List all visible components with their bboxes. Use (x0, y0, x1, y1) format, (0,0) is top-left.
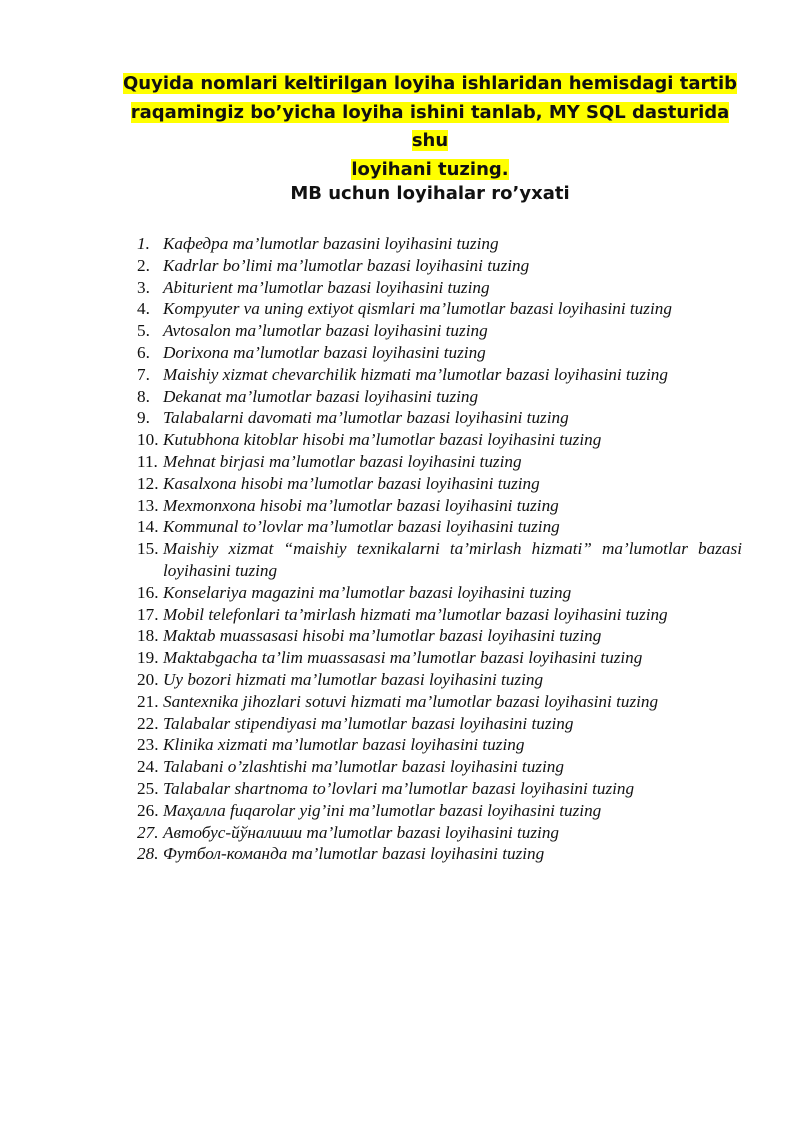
list-item-number: 12. (137, 473, 159, 493)
list-item-text: Kutubhona kitoblar hisobi ma’lumotlar bazasi loyihasini tuzing (163, 430, 602, 450)
list-item (137, 320, 742, 342)
list-item-number: 26. (137, 800, 159, 820)
list-item-text: Kompyuter va uning extiyot qismlari ma’lumotlar bazasi loyihasini tuzing (163, 299, 672, 319)
list-item (137, 277, 742, 299)
list-item (137, 516, 742, 538)
list-item-text: Santexnika jihozlari sotuvi hizmati ma’lumotlar bazasi loyihasini tuzing (163, 691, 659, 711)
list-item-number: 8. (137, 386, 150, 406)
list-item-number: 16. (137, 582, 159, 602)
list-item-text: Маҳалла fuqarolar yig’ini ma’lumotlar bazasi loyihasini tuzing (163, 800, 602, 820)
list-item-number: 25. (137, 778, 159, 798)
list-item (137, 756, 742, 778)
list-item-text: Kasalxona hisobi ma’lumotlar bazasi loyihasini tuzing (163, 473, 540, 493)
list-item (137, 713, 742, 735)
list-item-text: Автобус-йўналиши ma’lumotlar bazasi loyihasini tuzing (163, 822, 560, 842)
list-item (137, 669, 742, 691)
list-item (137, 822, 742, 844)
list-item-text: Футбол-команда ma’lumotlar bazasi loyihasini tuzing (163, 844, 545, 864)
list-item-number: 19. (137, 648, 159, 668)
list-item-text: Klinika xizmati ma’lumotlar bazasi loyihasini tuzing (163, 735, 525, 755)
list-item-number: 15. (137, 539, 159, 559)
list-item-text: Maktab muassasasi hisobi ma’lumotlar bazasi loyihasini tuzing (163, 626, 602, 646)
list-item (137, 538, 742, 582)
list-item (137, 429, 742, 451)
list-item (137, 386, 742, 408)
list-item-text: Dorixona ma’lumotlar bazasi loyihasini tuzing (163, 342, 486, 362)
list-item-text: Talabani o’zlashtishi ma’lumotlar bazasi loyihasini tuzing (163, 757, 564, 777)
list-title: MB uchun loyihalar ro’yxati (290, 183, 570, 204)
list-item-text: Avtosalon ma’lumotlar bazasi loyihasini tuzing (163, 321, 488, 341)
list-item-text: Mexmonxona hisobi ma’lumotlar bazasi loyihasini tuzing (163, 495, 559, 515)
list-item (137, 298, 742, 320)
list-item (137, 843, 742, 865)
list-item (137, 604, 742, 626)
list-item-text: Кафедра ma’lumotlar bazasini loyihasini tuzing (163, 234, 499, 253)
list-item-text: Maishiy xizmat “maishiy texnikalarni ta’mirlash hizmati” ma’lumotlar bazasi loyihasini tuzing (163, 539, 742, 580)
list-item-text: Kommunal to’lovlar ma’lumotlar bazasi loyihasini tuzing (163, 517, 560, 537)
list-item-number: 17. (137, 604, 159, 624)
list-item-number: 21. (137, 691, 159, 711)
list-item (137, 625, 742, 647)
list-item (137, 473, 742, 495)
list-item-text: Mobil telefonlari ta’mirlash hizmati ma’lumotlar bazasi loyihasini tuzing (163, 604, 668, 624)
list-item-number: 18. (137, 626, 159, 646)
list-item-number: 13. (137, 495, 159, 515)
heading-line-1: Quyida nomlari keltirilgan loyiha ishlaridan hemisdagi tartib (123, 73, 737, 94)
list-item-number: 5. (137, 321, 150, 341)
list-item (137, 495, 742, 517)
list-item-number: 10. (137, 430, 159, 450)
list-item (137, 255, 742, 277)
list-item (137, 451, 742, 473)
list-item-number: 20. (137, 669, 159, 689)
list-item-number: 1. (137, 234, 150, 253)
list-item-number: 4. (137, 299, 150, 319)
list-item-text: Maktabgacha ta’lim muassasasi ma’lumotlar bazasi loyihasini tuzing (163, 648, 643, 668)
list-item-text: Konselariya magazini ma’lumotlar bazasi loyihasini tuzing (163, 582, 572, 602)
list-item (137, 800, 742, 822)
list-item-number: 14. (137, 517, 159, 537)
project-list (137, 233, 742, 865)
page-heading (120, 70, 740, 184)
list-item-number: 7. (137, 364, 150, 384)
list-item-number: 23. (137, 735, 159, 755)
list-item (137, 582, 742, 604)
list-item-number: 11. (137, 451, 158, 471)
list-item-number: 3. (137, 277, 150, 297)
list-item-number: 6. (137, 342, 150, 362)
list-item-number: 24. (137, 757, 159, 777)
list-item-text: Dekanat ma’lumotlar bazasi loyihasini tuzing (163, 386, 479, 406)
list-item (137, 691, 742, 713)
list-item-text: Talabalar stipendiyasi ma’lumotlar bazasi loyihasini tuzing (163, 713, 574, 733)
list-item-text: Uy bozori hizmati ma’lumotlar bazasi loyihasini tuzing (163, 669, 544, 689)
list-item (137, 233, 742, 255)
list-item-number: 28. (137, 844, 159, 864)
list-item-number: 22. (137, 713, 159, 733)
heading-line-2: raqamingiz bo’yicha loyiha ishini tanlab, MY SQL dasturida shu (130, 101, 730, 151)
list-item-text: Mehnat birjasi ma’lumotlar bazasi loyihasini tuzing (163, 451, 522, 471)
list-item-number: 27. (137, 822, 159, 842)
heading-line-3: loyihani tuzing. (351, 158, 509, 180)
list-item (137, 364, 742, 386)
list-item-text: Talabalarni davomati ma’lumotlar bazasi loyihasini tuzing (163, 408, 569, 428)
list-item-text: Talabalar shartnoma to’lovlari ma’lumotlar bazasi loyihasini tuzing (163, 778, 635, 798)
list-item (137, 778, 742, 800)
list-item (137, 407, 742, 429)
list-item (137, 342, 742, 364)
list-item-text: Abiturient ma’lumotlar bazasi loyihasini tuzing (163, 277, 490, 297)
list-item (137, 647, 742, 669)
list-item (137, 734, 742, 756)
list-item-text: Maishiy xizmat chevarchilik hizmati ma’lumotlar bazasi loyihasini tuzing (163, 364, 668, 384)
list-item-number: 2. (137, 255, 150, 275)
list-item-number: 9. (137, 408, 150, 428)
list-item-text: Kadrlar bo’limi ma’lumotlar bazasi loyihasini tuzing (163, 255, 530, 275)
